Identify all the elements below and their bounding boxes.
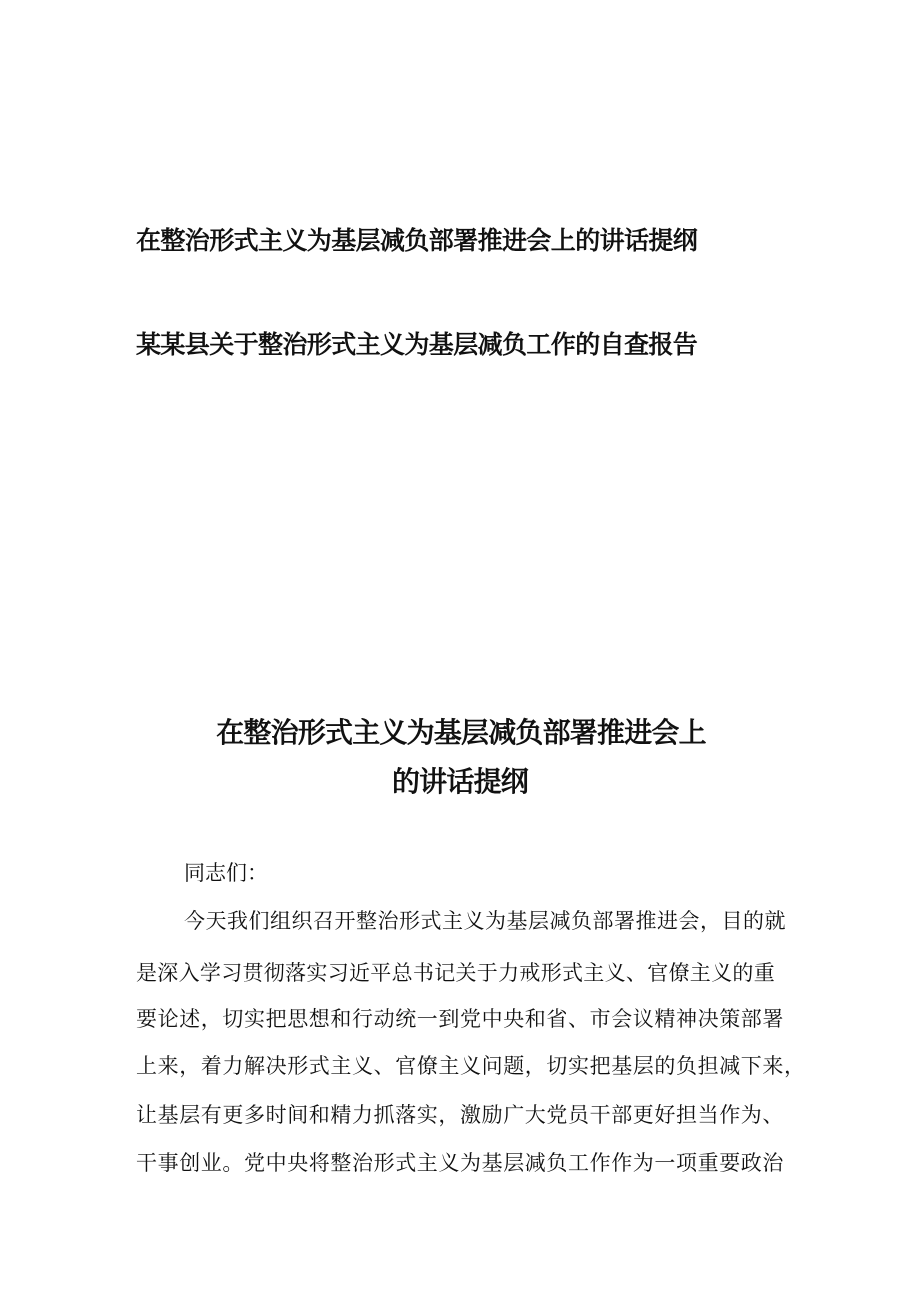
paragraph-line: 今天我们组织召开整治形式主义为基层减负部署推进会，目的就: [184, 909, 786, 933]
paragraph-line: 上来，着力解决形式主义、官僚主义问题，切实把基层的负担减下来，: [136, 1054, 806, 1078]
toc-item-self-inspection-report: 某某县关于整治形式主义为基层减负工作的自查报告: [136, 330, 698, 359]
toc-item-speech-outline: 在整治形式主义为基层减负部署推进会上的讲话提纲: [136, 226, 698, 255]
document-title-line-2: 的讲话提纲: [391, 765, 528, 798]
paragraph-line: 让基层有更多时间和精力抓落实，激励广大党员干部更好担当作为、: [136, 1103, 784, 1127]
salutation: 同志们：: [184, 861, 268, 885]
paragraph-line: 干事创业。党中央将整治形式主义为基层减负工作作为一项重要政治: [136, 1151, 784, 1175]
document-title-line-1: 在整治形式主义为基层减负部署推进会上: [216, 716, 706, 749]
paragraph-line: 是深入学习贯彻落实习近平总书记关于力戒形式主义、官僚主义的重: [136, 961, 775, 985]
paragraph-line: 要论述，切实把思想和行动统一到党中央和省、市会议精神决策部署: [136, 1007, 784, 1031]
